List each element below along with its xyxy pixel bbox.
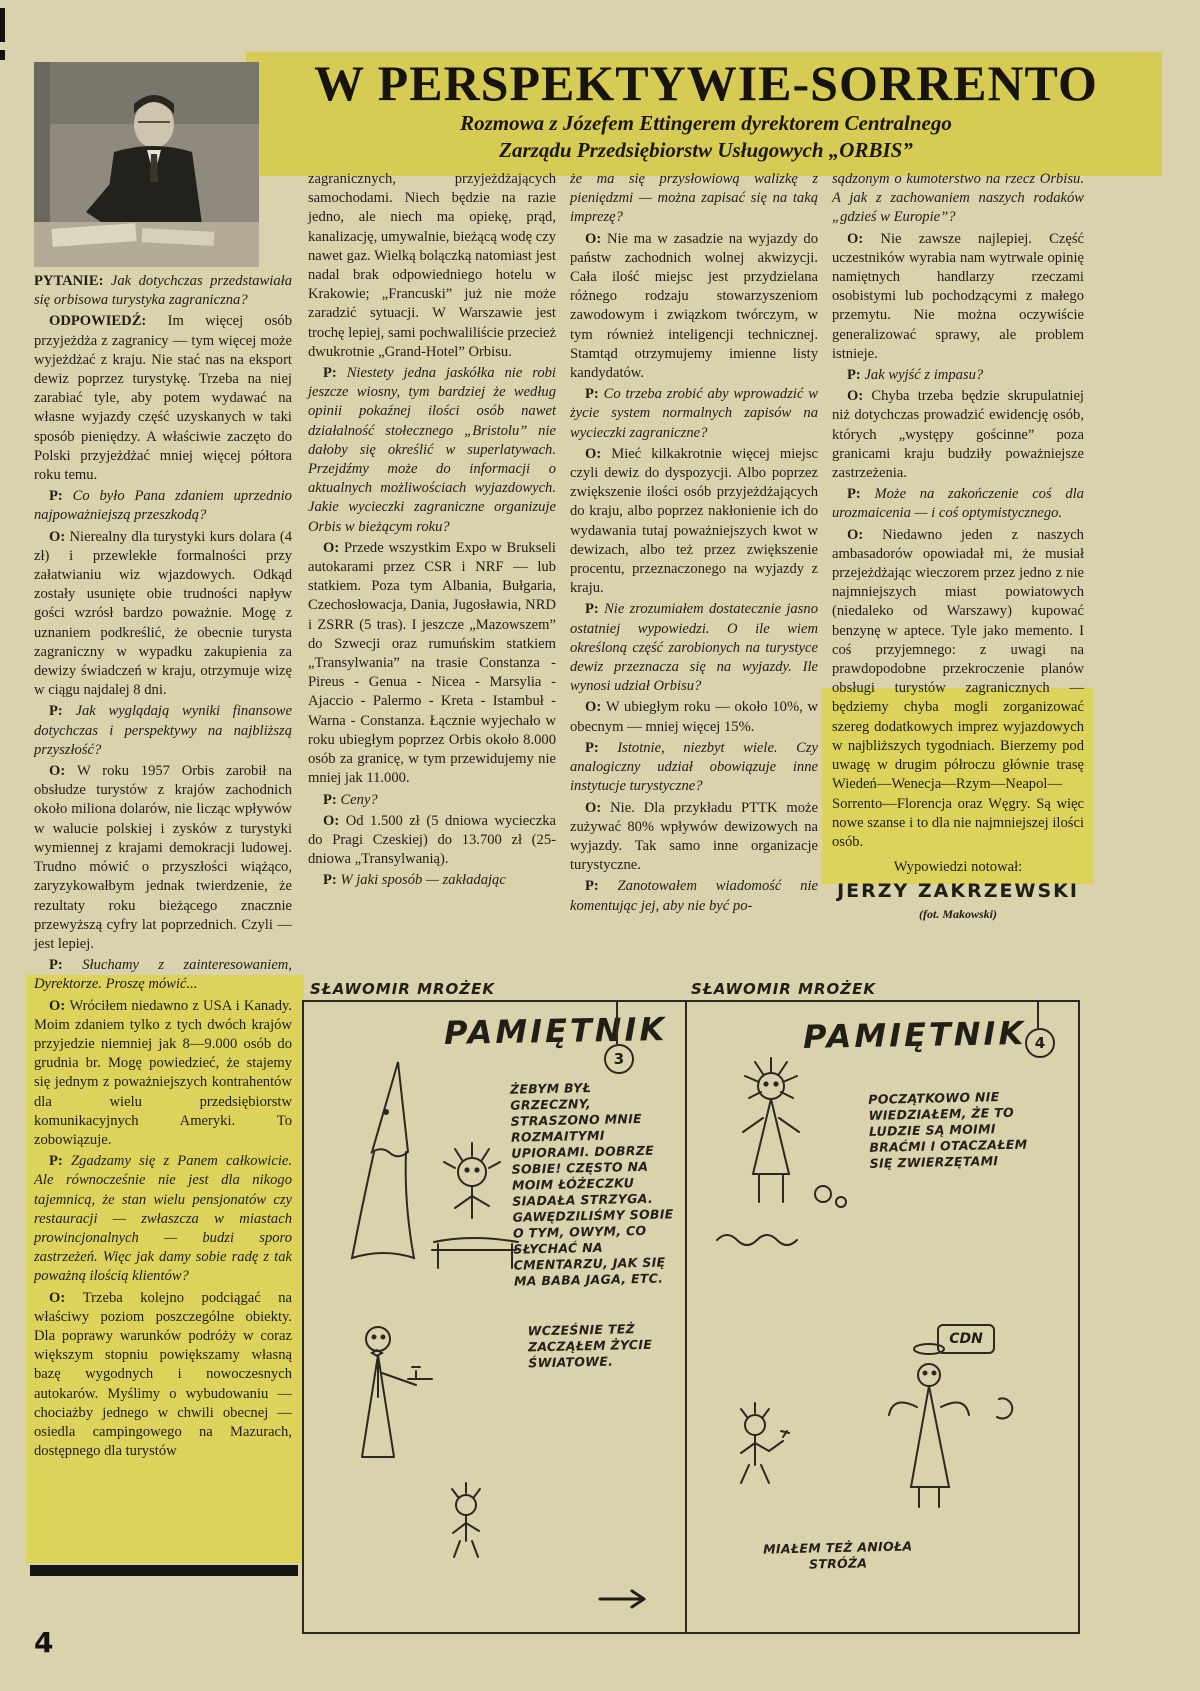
- article-column-1: [34, 272, 292, 1557]
- article-subtitle-line1: Rozmowa z Józefem Ettingerem dyrektorem Centralnego: [460, 111, 952, 135]
- cdn-badge: CDN: [937, 1324, 995, 1354]
- paragraph-lead: P:: [49, 957, 83, 974]
- page-title: W PERSPEKTYWIE-SORRENTO: [314, 55, 1098, 111]
- article-paragraph: PYTANIE: Jak dotychczas przedstawiała się orbisowa turystyka zagraniczna?: [34, 273, 292, 309]
- article-column-3: [570, 170, 818, 914]
- article-paragraph: Wypowiedzi notował:: [893, 859, 1023, 876]
- comic-caption: POCZĄTKOWO NIE WIEDZIAŁEM, ŻE TO LUDZIE SĄ MOIMI BRAĆMI I OTACZAŁEM SIĘ ZWIERZĘTAMI: [868, 1089, 1028, 1171]
- article-paragraph: (fot. Makowski): [919, 906, 997, 921]
- article-paragraph: P: Jak wyjść z impasu?: [847, 367, 984, 384]
- doodle-strzyga-and-child: [322, 1054, 517, 1294]
- panel-number-badge: 3: [604, 1044, 634, 1074]
- comic-byline: SŁAWOMIR MROŻEK: [691, 980, 877, 998]
- page-number: 4: [34, 1626, 54, 1659]
- paragraph-lead: P:: [323, 872, 341, 889]
- paragraph-lead: P:: [585, 386, 604, 403]
- comic-byline: SŁAWOMIR MROŻEK: [310, 980, 496, 998]
- paragraph-lead: P:: [847, 367, 865, 384]
- article-paragraph: P: W jaki sposób — zakładając: [323, 872, 506, 889]
- paragraph-lead: O:: [49, 763, 77, 780]
- article-paragraph: O: Nie. Dla przykładu PTTK może zużywać 80% wpływów dewizowych na wyjazdy. Tak samo inne organizacje turystyczne.: [570, 799, 818, 874]
- paragraph-lead: O:: [585, 445, 612, 462]
- paragraph-lead: O:: [847, 230, 881, 247]
- paragraph-lead: PYTANIE:: [34, 273, 111, 289]
- paragraph-lead: P:: [323, 791, 341, 808]
- hang-line: [616, 1002, 618, 1044]
- article-paragraph: P: Niestety jedna jaskółka nie robi jeszcze wiosny, tym bardziej że według opinii pokaźnej ilości osób nawet działalność stołecznego „Bristolu” nie dałoby się określić w superlatywach. Przejdźmy może do informacji o aktualnych możliwościach wyjazdowych. Jakie wycieczki zagraniczne organizuje Orbis w bieżącym roku?: [308, 365, 556, 535]
- article-subtitle-line2: Zarządu Przedsiębiorstw Usługowych „ORBIS”: [499, 138, 913, 162]
- article-paragraph: P: Słuchamy z zainteresowaniem, Dyrektorze. Proszę mówić...: [34, 957, 292, 993]
- article-paragraph: O: Od 1.500 zł (5 dniowa wycieczka do Pragi Czeskiej) do 13.700 zł (25-dniowa „Transylwanią).: [308, 812, 556, 868]
- article-paragraph: O: Nie ma w zasadzie na wyjazdy do państw zachodnich wolnej akwizycji. Cała ilość miejsc jest przydzielana różnego rodzaju stowarzyszeniom zawodowym i związkom twórczym, w tym również inteligencji technicznej. Stamtąd otrzymujemy imienne listy kandydatów.: [570, 230, 818, 382]
- comic-caption: WCZEŚNIE TEŻ ZACZĄŁEM ŻYCIE ŚWIATOWE.: [527, 1321, 653, 1371]
- paragraph-lead: P:: [585, 601, 605, 618]
- paragraph-lead: O:: [49, 997, 70, 1014]
- article-paragraph: P: Zanotowałem wiadomość nie komentując jej, aby nie być po-: [570, 878, 818, 914]
- edge-mark: [0, 8, 5, 42]
- paragraph-lead: P:: [49, 488, 73, 505]
- comic-panel-4: [685, 980, 1080, 1634]
- article-paragraph: O: W roku 1957 Orbis zarobił na obsłudze turystów z krajów zachodnich około miliona dolarów, nie licząc wpływów w walucie polskiej i zysków z turystyki wymiennej z krajami demokracji ludowej. Trudno mówić o przyszłości wiążąco, zaryzykowałbym jednak twierdzenie, że rezultaty roku bieżącego znacznie przewyższą cyfry lat poprzednich. Czyli — jest lepiej.: [34, 763, 292, 952]
- article-paragraph: O: Trzeba kolejno podciągać na właściwy poziom poszczególne obiekty. Dla poprawy warunków podróży w coraz większym stopniu powiększamy własną bazę wygodnych i nowoczesnych autokarów. Myślimy o wybudowaniu — chociażby jednego w chwili obecnej — osiedla campingowego na Mazurach, dostępnego dla turystów: [34, 1289, 292, 1460]
- article-paragraph: O: Wróciłem niedawno z USA i Kanady. Moim zdaniem tylko z tych dwóch krajów przyjedzie niemniej jak 8—9.000 osób do grudnia br. Mogę powiedzieć, że stajemy się jednym z poważniejszych kontrahentów dla wielu przedsiębiorstw komunikacyjnych Ameryki. To zobowiązuje.: [34, 997, 292, 1148]
- paragraph-lead: O:: [49, 1289, 83, 1306]
- paragraph-lead: O:: [49, 528, 70, 545]
- article-paragraph: O: Chyba trzeba będzie skrupulatniej niż dotychczas prowadzić ewidencję osób, których „występy gościnne” poza granicami kraju budziły poważniejsze zastrzeżenia.: [832, 388, 1084, 482]
- doodle-child-and-guardian-angel: [697, 1297, 1037, 1602]
- paragraph-lead: O:: [585, 230, 607, 247]
- article-paragraph: P: Co było Pana zdaniem uprzednio najpoważniejszą przeszkodą?: [34, 488, 292, 524]
- article-paragraph: sądzonym o kumoterstwo na rzecz Orbisu. A jak z zachowaniem naszych rodaków „gdzieś w Europie”?: [832, 171, 1084, 226]
- comic-panel-3: [302, 980, 687, 1634]
- article-paragraph: P: Ceny?: [323, 791, 378, 808]
- article-paragraph: JERZY ZAKRZEWSKI: [837, 880, 1079, 903]
- article-paragraph: O: Niedawno jeden z naszych ambasadorów opowiadał mi, że musiał przejeżdżając wieczorem przez jedno z nie najmniejszych miast powiatowych (niedaleko od Warszawy) kupować benzynę w aptece. Tyle jako memento. I coś przyjemnego: z uwagi na prawdopodobne przekroczenie planów obsługi turystów zagranicznych — będziemy chyba mogli zorganizować szereg dodatkowych imprez wyjazdowych w najbliższych tygodniach. Bierzemy pod uwagę w drugim półroczu głównie trasę Wiedeń—Wenecja—Rzym—Neapol—Sorrento—Florencja oraz Węgry. Są więc nowe szanse i to dla nie najmniejszej ilości osób.: [832, 526, 1084, 850]
- photo-illustration: [34, 62, 259, 267]
- article-paragraph: ODPOWIEDŹ: Im więcej osób przyjeżdża z zagranicy — tym więcej może wyjeżdżać z kraju. Nie stać nas na eksport dewiz poprzez turystykę. Trzeba na niej zarabiać tyle, aby potem wydawać na własne wyjazdy część uzyskanych w taki sposób pieniędzy. A właściwie zaczęto do Polski przyjeżdżać mniej więcej półtora roku temu.: [34, 313, 292, 484]
- article-paragraph: P: Co trzeba zrobić aby wprowadzić w życie system normalnych zapisów na wycieczki zagraniczne?: [570, 386, 818, 441]
- panel-number-badge: 4: [1025, 1028, 1055, 1058]
- paragraph-lead: P:: [585, 878, 618, 895]
- paragraph-lead: O:: [323, 539, 344, 556]
- article-paragraph: P: Zgadzamy się z Panem całkowicie. Ale równocześnie nie jest dla nikogo tajemnicą, że stan wielu pensjonatów czy restauracji — zwłaszcza w miastach prowincjonalnych — budzi sporo zastrzeżeń. Więc jak damy sobie radę z tak poważną ilością klientów?: [34, 1153, 292, 1285]
- article-paragraph: P: Istotnie, niezbyt wiele. Czy analogiczny udział obowiązuje inne instytucje turystyczne?: [570, 739, 818, 795]
- article-paragraph: O: Nierealny dla turystyki kurs dolara (4 zł) i przewlekłe formalności przy załatwianiu wiz wjazdowych. Odkąd zostały usunięte obie trudności napływ gości wzrósł bardzo poważnie. Mogę z uznaniem podkreślić, że obecnie turysta zagraniczny w wypadku zakupienia za dewizy świadczeń w kraju, otrzymuje wizę w ciągu najdalej 8 dni.: [34, 528, 292, 699]
- paragraph-lead: ODPOWIEDŹ:: [49, 313, 168, 330]
- paragraph-lead: O:: [847, 526, 883, 543]
- bottom-rule: [30, 1565, 298, 1576]
- paragraph-lead: P:: [49, 703, 76, 720]
- paragraph-lead: P:: [585, 739, 618, 756]
- article-column-2: [308, 170, 556, 889]
- article-paragraph: że ma się przysłowiową walizkę z pieniędzmi — można zapisać się na taką imprezę?: [570, 171, 818, 226]
- article-paragraph: O: Nie zawsze najlepiej. Część uczestników wyrabia nam wytrwale opinię namiętnych handlarzy rzeczami osobistymi lub pochodzącymi z małego przemytu. Nie można oczywiście generalizować sprawy, ale problem istnieje.: [832, 230, 1084, 362]
- article-paragraph: P: Jak wyglądają wyniki finansowe dotychczas i perspektywy na najbliższą przyszłość?: [34, 703, 292, 758]
- article-paragraph: zagranicznych, przyjeżdżających samochodami. Niech będzie na razie jedno, ale niech ma opiekę, prąd, kanalizację, umywalnie, bieżącą wodę czy nawet gaz. Wielką bolączką natomiast jest nadal brak odpowiedniego hotelu w Krakowie; „Francuski” już nie może zaradzić sytuacji. W Warszawie jest trochę lepiej, sami pochwaliliście przecież dwukrotnie „Grand-Hotel” Orbisu.: [308, 171, 556, 360]
- comic-caption: MIAŁEM TEŻ ANIOŁA STRÓŻA: [763, 1538, 913, 1572]
- article-paragraph: P: Może na zakończenie coś dla urozmaicenia — i coś optymistycznego.: [832, 486, 1084, 522]
- article-paragraph: P: Nie zrozumiałem dostatecznie jasno ostatniej wypowiedzi. O ile wiem określoną część zarobionych na turystyce dewiz przeznacza się na wyjazdy. Ile wynosi udział Orbisu?: [570, 601, 818, 695]
- header: [250, 56, 1162, 164]
- article-paragraph: O: W ubiegłym roku — około 10%, w obecnym — mniej więcej 15%.: [570, 699, 818, 735]
- arrow-next-icon: [594, 1587, 654, 1611]
- comic-caption: ŻEBYM BYŁ GRZECZNY, STRASZONO MNIE ROZMAITYMI UPIORAMI. DOBRZE SOBIE! CZĘSTO NA MOIM ŁÓŻECZKU SIADAŁA STRZYGA. GAWĘDZILIŚMY SOBIE O TYM, OWYM, CO SŁYCHAĆ NA CMENTARZU, JAK SIĘ MA BABA JAGA, ETC.: [509, 1080, 674, 1289]
- article-paragraph: O: Przede wszystkim Expo w Brukseli autokarami przez CSR i NRF — lub statkiem. Poza tym Albania, Bułgaria, Czechosłowacja, Dania, Jugosławia, NRD i ZSRR (5 tras). I jeszcze „Mazowszem” do Szwecji oraz rumuńskim statkiem „Transylwania” na trasie Constanza - Pireus - Genua - Nicea - Marsylia - Ajaccio - Palermo - Kreta - Istambuł - Warna - Constanza. Łącznie wyjechało w roku ubiegłym poprzez Orbis około 8.000 osób za granicę, w tym przewidujemy nie mniej jak 11.000.: [308, 539, 556, 787]
- comic-title: PAMIĘTNIK: [802, 1014, 1027, 1056]
- hang-line: [1037, 1002, 1039, 1028]
- edge-mark: [0, 50, 5, 60]
- photo-jozef-ettinger: [34, 62, 259, 267]
- paragraph-lead: O:: [323, 812, 346, 829]
- comic-title: PAMIĘTNIK: [443, 1010, 668, 1052]
- paragraph-lead: O:: [585, 699, 606, 716]
- article-column-4: [832, 170, 1084, 921]
- paragraph-lead: O:: [847, 388, 872, 405]
- doodle-wild-haired-child-with-animals: [693, 1034, 878, 1289]
- paragraph-lead: P:: [847, 486, 875, 503]
- paragraph-lead: P:: [323, 365, 347, 382]
- article-paragraph: O: Mieć kilkakrotnie więcej miejsc czyli dewiz do dyspozycji. Albo poprzez zwiększenie ilości osób przyjeżdżających do kraju, albo poprzez nakłonienie ich do wydawania tutaj poważniejszych kwot w dewizach, albo też przez zwiększenie procentu, przeznaczonego na wyjazdy z kraju.: [570, 445, 818, 597]
- doodle-butler-and-child: [316, 1297, 521, 1587]
- paragraph-lead: P:: [49, 1153, 71, 1170]
- paragraph-lead: O:: [585, 799, 611, 816]
